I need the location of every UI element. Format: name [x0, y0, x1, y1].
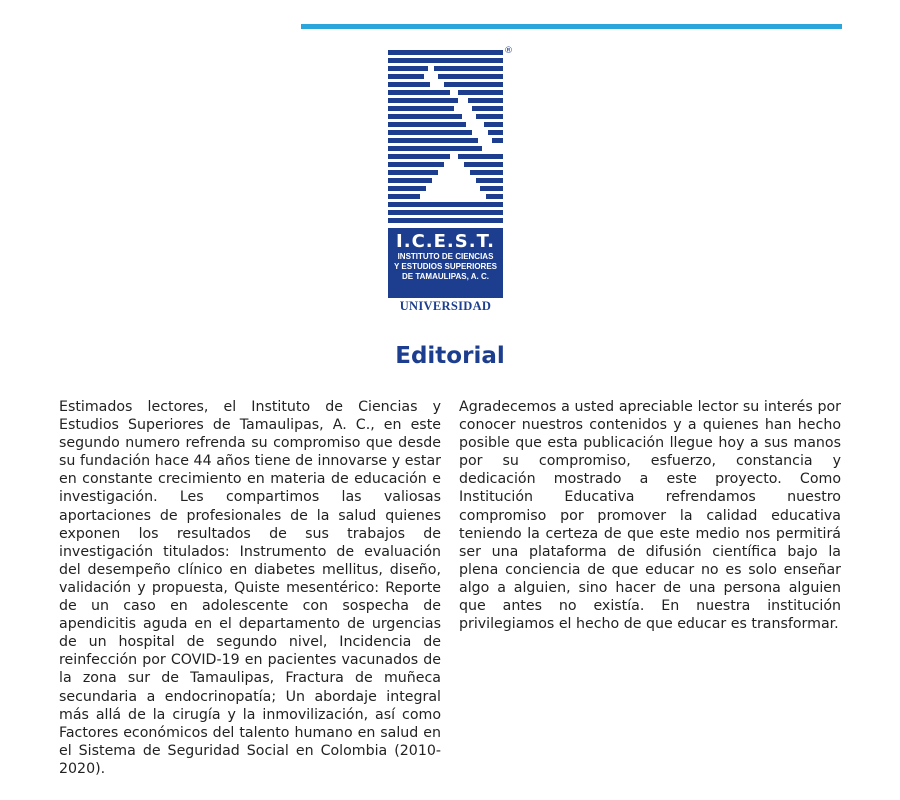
- icest-logo: [388, 46, 513, 316]
- registered-trademark-mark: ®: [504, 46, 513, 56]
- logo-stripes-graphic: [388, 50, 503, 225]
- page-title: Editorial: [395, 343, 505, 369]
- logo-acronym: I.C.E.S.T.: [396, 231, 495, 252]
- editorial-column-left: Estimados lectores, el Instituto de Ciencias y Estudios Superiores de Tamaulipas, A. C., en este segundo numero refrenda su compromiso que desde su fundación hace 44 años tiene de innovarse y estar en constante crecimiento en materia de educación e investigación. Les compartimos las valiosas aportaciones de profesionales de la salud quienes exponen los resultados de sus trabajos de investigación titulados: Instrumento de evaluación del desempeño clínico en diabetes mellitus, diseño, validación y propuesta, Quiste mesentérico: Reporte de un caso en adolescente con sospecha de apendicitis aguda en el departamento de urgencias de un hospital de segundo nivel, Incidencia de reinfección por COVID-19 en pacientes vacunados de la zona sur de Tamaulipas, Fractura de muñeca secundaria a endocrinopatía; Un abordaje integral más allá de la cirugía y la inmovilización, así como Factores económicos del talento humano en salud en el Sistema de Seguridad Social en Colombia (2010-2020).: [59, 399, 441, 777]
- logo-name-line-2: Y ESTUDIOS SUPERIORES: [394, 262, 497, 271]
- logo-subtitle: UNIVERSIDAD: [399, 299, 492, 313]
- logo-name-line-1: INSTITUTO DE CIENCIAS: [397, 252, 494, 261]
- editorial-column-right: Agradecemos a usted apreciable lector su interés por conocer nuestros contenidos y a quienes han hecho posible que esta publicación llegue hoy a sus manos por su compromiso, esfuerzo, constancia y dedicación mostrado a este proyecto. Como Institución Educativa refrendamos nuestro compromiso por promover la calidad educativa teniendo la certeza de que este medio nos permitirá ser una plataforma de difusión científica bajo la plena conciencia de que educar no es solo enseñar algo a alguien, sino hacer de una persona alguien que antes no existía. En nuestra institución privilegiamos el hecho de que educar es transformar.: [459, 399, 841, 633]
- top-accent-rule: [301, 24, 842, 29]
- logo-name-box: [388, 228, 503, 298]
- logo-name-line-3: DE TAMAULIPAS, A. C.: [402, 272, 489, 281]
